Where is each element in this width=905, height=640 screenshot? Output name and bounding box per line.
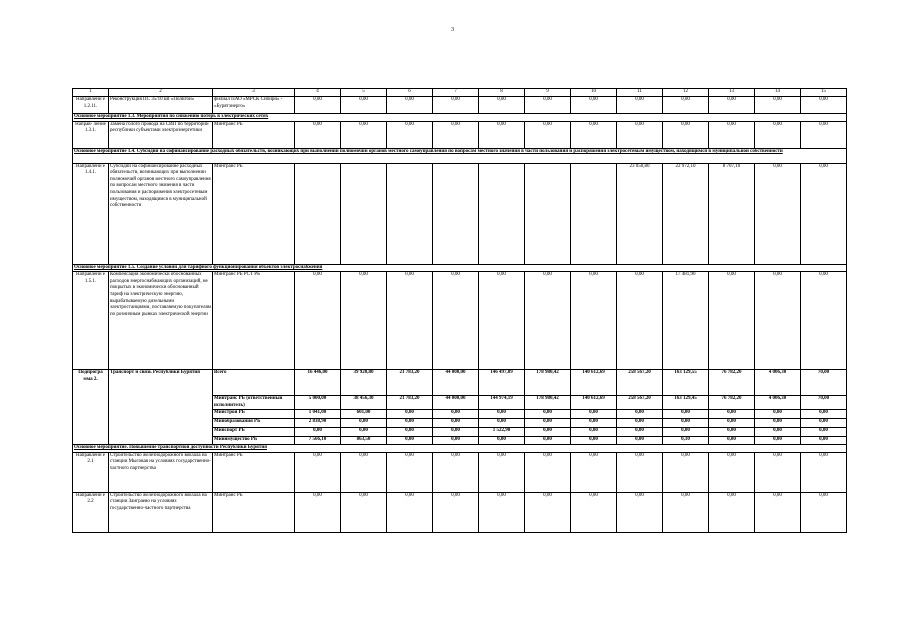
section-row [73, 148, 847, 163]
value-cell: 38 456,30 [341, 396, 387, 410]
row-name: Замена голого провода на СИП по территории республики субъектами электроэнергетики [109, 121, 213, 148]
column-header: 2 [109, 89, 213, 97]
value-cell: 0,00 [617, 121, 663, 148]
value-cell: 76 782,20 [709, 370, 755, 396]
value-cell: 17 481,90 [663, 272, 709, 370]
value-cell: 0,00 [801, 163, 847, 264]
value-cell: 0,00 [341, 419, 387, 428]
value-cell: 140 612,69 [571, 370, 617, 396]
row-executor: Минобразования РБ [213, 419, 295, 428]
value-cell: 0,00 [433, 97, 479, 114]
section-title: Основное мероприятие 1.5. Создание условий для тарифного функционирования объектов электроснабжения [73, 264, 847, 272]
value-cell: 0,00 [387, 121, 433, 148]
value-cell: 21 783,20 [387, 370, 433, 396]
table-row [73, 492, 847, 532]
row-executor: Минтранс РБ [213, 163, 295, 264]
value-cell: 1 041,00 [295, 410, 341, 419]
value-cell: 0,00 [387, 428, 433, 437]
value-cell: 0,00 [341, 492, 387, 532]
value-cell: 0,00 [571, 428, 617, 437]
section-title: Основное мероприятие 1.3. Мероприятия по снижению потерь в электрических сетях [73, 114, 847, 122]
row-executor: Минтранс РБ [213, 492, 295, 532]
table-row [73, 121, 847, 148]
value-cell: 0,00 [755, 410, 801, 419]
value-cell: 0,00 [709, 492, 755, 532]
value-cell: 0,00 [617, 410, 663, 419]
row-executor: Всего [213, 370, 295, 396]
value-cell: 0,00 [617, 419, 663, 428]
value-cell: 0,00 [755, 121, 801, 148]
row-code: Направлени е 1.4.1. [73, 163, 109, 264]
value-cell: 0,00 [295, 492, 341, 532]
value-cell: 0,00 [295, 428, 341, 437]
value-cell: 39 920,80 [341, 370, 387, 396]
value-cell: 0,00 [525, 452, 571, 492]
column-header: 4 [295, 89, 341, 97]
column-header: 9 [525, 89, 571, 97]
value-cell: 140 612,69 [571, 396, 617, 410]
value-cell: 0,00 [663, 121, 709, 148]
row-executor: Минстрой РБ [213, 410, 295, 419]
value-cell: 0,00 [755, 428, 801, 437]
value-cell: 0,00 [479, 452, 525, 492]
column-header: 7 [433, 89, 479, 97]
value-cell: 21 783,20 [387, 396, 433, 410]
value-cell: 0,00 [709, 410, 755, 419]
column-header: 1 [73, 89, 109, 97]
value-cell: 0,00 [387, 97, 433, 114]
column-header: 15 [801, 89, 847, 97]
table-row [73, 163, 847, 264]
value-cell: 76 782,20 [709, 396, 755, 410]
value-cell: 0,00 [387, 492, 433, 532]
value-cell: 0,00 [525, 410, 571, 419]
header-row [73, 89, 847, 97]
value-cell: 863,50 [341, 437, 387, 445]
value-cell: 4 006,30 [755, 370, 801, 396]
row-name: Компенсация экономически обоснованных расходов энергоснабжающих организаций, не покрытых в экономически обоснованный тариф на электрическую энергию, вырабатываемую дизельными электростанциями, поставляемую покупателям по розничным рынках электрической энергии [109, 272, 213, 370]
row-code: Направ- ление 1.3.1. [73, 121, 109, 148]
table-row [73, 452, 847, 492]
row-executor: Минтранс РБ РСТ РБ [213, 272, 295, 370]
value-cell: 0,00 [571, 121, 617, 148]
value-cell: 44 000,00 [433, 370, 479, 396]
table-row [73, 272, 847, 370]
value-cell: 0,00 [387, 437, 433, 445]
value-cell: 44 000,00 [433, 396, 479, 410]
value-cell: 601,00 [341, 410, 387, 419]
value-cell: 0,00 [663, 428, 709, 437]
row-executor: Минспорт РБ [213, 428, 295, 437]
value-cell: 0,00 [755, 97, 801, 114]
value-cell: 0,00 [479, 121, 525, 148]
value-cell: 0,00 [571, 492, 617, 532]
value-cell: 0,00 [617, 428, 663, 437]
value-cell: 0,00 [295, 272, 341, 370]
value-cell: 0,00 [663, 419, 709, 428]
value-cell: 70,00 [801, 396, 847, 410]
value-cell: 0,00 [341, 97, 387, 114]
value-cell: 1 522,90 [479, 428, 525, 437]
value-cell: 0,00 [433, 419, 479, 428]
value-cell [525, 163, 571, 264]
value-cell: 0,00 [617, 97, 663, 114]
row-executor: Минимущество РБ [213, 437, 295, 445]
value-cell: 0,00 [525, 428, 571, 437]
section-row [73, 444, 847, 452]
value-cell: 0,00 [341, 452, 387, 492]
value-cell: 0,00 [801, 419, 847, 428]
value-cell: 0,00 [295, 97, 341, 114]
value-cell: 0,00 [433, 437, 479, 445]
value-cell: 7 566,10 [295, 437, 341, 445]
value-cell: 0,00 [571, 410, 617, 419]
value-cell: 0,00 [525, 97, 571, 114]
value-cell: 22 972,10 [663, 163, 709, 264]
value-cell: 0,00 [387, 410, 433, 419]
column-header: 5 [341, 89, 387, 97]
row-name: Строительство железнодорожного вокзала на станции Заиграево на условиях государственно-частного партнерства [109, 492, 213, 532]
value-cell: 258 567,20 [617, 370, 663, 396]
value-cell: 0,10 [663, 437, 709, 445]
value-cell: 0,00 [801, 437, 847, 445]
value-cell: 0,00 [479, 410, 525, 419]
value-cell: 0,00 [433, 410, 479, 419]
column-header: 3 [213, 89, 295, 97]
table-row [73, 97, 847, 114]
value-cell: 0,00 [709, 428, 755, 437]
value-cell [341, 163, 387, 264]
value-cell: 0,00 [571, 272, 617, 370]
subprogram-row [73, 370, 847, 396]
value-cell: 0,00 [801, 97, 847, 114]
value-cell: 163 129,45 [663, 396, 709, 410]
value-cell: 0,00 [617, 437, 663, 445]
value-cell: 0,00 [479, 419, 525, 428]
section-row [73, 264, 847, 272]
value-cell: 0,00 [709, 121, 755, 148]
column-header: 13 [709, 89, 755, 97]
value-cell [479, 163, 525, 264]
column-header: 11 [617, 89, 663, 97]
row-name: Строительство железнодорожного вокзала на станции Мысовая на условиях государственно-частного партнерства [109, 452, 213, 492]
value-cell [571, 163, 617, 264]
value-cell: 0,00 [433, 272, 479, 370]
value-cell: 0,00 [387, 419, 433, 428]
value-cell: 0,00 [479, 97, 525, 114]
value-cell: 0,00 [341, 428, 387, 437]
row-name: Реконструкция ПС 35/10 кВ «Полигон» [109, 97, 213, 114]
value-cell: 0,00 [617, 452, 663, 492]
value-cell: 0,00 [525, 121, 571, 148]
value-cell: 0,00 [801, 428, 847, 437]
value-cell: 0,00 [387, 272, 433, 370]
value-cell: 16 446,00 [295, 370, 341, 396]
value-cell: 0,00 [433, 492, 479, 532]
value-cell: 0,00 [525, 419, 571, 428]
row-code: Направлени е 1.5.1. [73, 272, 109, 370]
column-header: 6 [387, 89, 433, 97]
section-title: Основное мероприятие. Повышение транспортной доступности Республики Бурятия [73, 444, 847, 452]
value-cell: 0,00 [801, 272, 847, 370]
page-number: 3 [451, 27, 454, 33]
value-cell: 0,00 [571, 419, 617, 428]
value-cell: 0,00 [617, 272, 663, 370]
value-cell: 0,00 [755, 419, 801, 428]
value-cell: 0,00 [387, 452, 433, 492]
row-executor: филиал ПАО «МРСК Сибири» - «Бурятэнерго» [213, 97, 295, 114]
value-cell: 0,00 [479, 272, 525, 370]
value-cell: 0,00 [801, 121, 847, 148]
value-cell: 0,00 [709, 452, 755, 492]
row-executor: Минтранс РБ [213, 121, 295, 148]
value-cell: 0,00 [663, 452, 709, 492]
value-cell: 0,00 [295, 452, 341, 492]
value-cell: 178 980,42 [525, 370, 571, 396]
value-cell: 0,00 [755, 437, 801, 445]
value-cell: 0,00 [801, 452, 847, 492]
row-name: Транспорт и связь Республики Бурятия [109, 370, 213, 445]
section-title: Основное мероприятие 1.4. Субсидии на софинансирование расходных обязательств, возникающих при выполнении полномочий органов местного самоуправления по вопросам местного значения в части пользования и распоряжения электросетевым имуществом, находящимся в муниципальной собственности [73, 148, 847, 163]
value-cell: 0,00 [801, 410, 847, 419]
value-cell: 0,00 [709, 272, 755, 370]
value-cell: 0,00 [433, 121, 479, 148]
row-code: Направлени е 1.2.11. [73, 97, 109, 114]
value-cell: 0,00 [709, 437, 755, 445]
value-cell: 0,00 [801, 492, 847, 532]
value-cell: 0,00 [525, 492, 571, 532]
value-cell: 178 980,42 [525, 396, 571, 410]
value-cell: 0,00 [755, 492, 801, 532]
row-code: Направлени е 2.1 [73, 452, 109, 492]
value-cell: 146 497,09 [479, 370, 525, 396]
value-cell: 23 050,80 [617, 163, 663, 264]
value-cell: 0,00 [755, 452, 801, 492]
value-cell: 4 006,30 [755, 396, 801, 410]
value-cell: 0,00 [663, 492, 709, 532]
value-cell: 8 707,10 [709, 163, 755, 264]
value-cell: 258 567,20 [617, 396, 663, 410]
row-code: Направлени е 2.2 [73, 492, 109, 532]
value-cell: 0,00 [479, 437, 525, 445]
row-code: Подпрогра мма 2. [73, 370, 109, 445]
value-cell: 0,00 [433, 452, 479, 492]
value-cell: 0,00 [571, 437, 617, 445]
section-row [73, 114, 847, 122]
row-name: Субсидии на софинансирование расходных обязательств, возникающих при выполнении полномочий органов местного самоуправления по вопросам местного значения в части пользования и распоряжения электросетевым имуществом, находящимся в муниципальной собственности [109, 163, 213, 264]
column-header: 8 [479, 89, 525, 97]
value-cell: 2 838,90 [295, 419, 341, 428]
value-cell: 0,00 [341, 272, 387, 370]
value-cell: 0,00 [709, 419, 755, 428]
value-cell: 0,00 [571, 452, 617, 492]
value-cell: 0,00 [663, 410, 709, 419]
budget-table [72, 88, 847, 533]
value-cell: 0,00 [571, 97, 617, 114]
value-cell: 0,00 [617, 492, 663, 532]
row-executor: Минтранс РБ (ответственный исполнитель) [213, 396, 295, 410]
value-cell: 144 974,19 [479, 396, 525, 410]
value-cell: 0,00 [663, 97, 709, 114]
value-cell: 0,00 [525, 437, 571, 445]
row-executor: Минтранс РБ [213, 452, 295, 492]
value-cell: 0,00 [755, 163, 801, 264]
subprogram-2 [73, 370, 847, 445]
value-cell: 0,00 [755, 272, 801, 370]
value-cell [387, 163, 433, 264]
value-cell: 70,00 [801, 370, 847, 396]
value-cell: 5 000,00 [295, 396, 341, 410]
value-cell: 163 129,55 [663, 370, 709, 396]
value-cell: 0,00 [295, 121, 341, 148]
column-header: 10 [571, 89, 617, 97]
value-cell [295, 163, 341, 264]
value-cell [433, 163, 479, 264]
column-header: 14 [755, 89, 801, 97]
value-cell: 0,00 [479, 492, 525, 532]
value-cell: 0,00 [525, 272, 571, 370]
column-header: 12 [663, 89, 709, 97]
value-cell: 0,00 [341, 121, 387, 148]
value-cell: 0,00 [709, 97, 755, 114]
value-cell: 0,00 [433, 428, 479, 437]
